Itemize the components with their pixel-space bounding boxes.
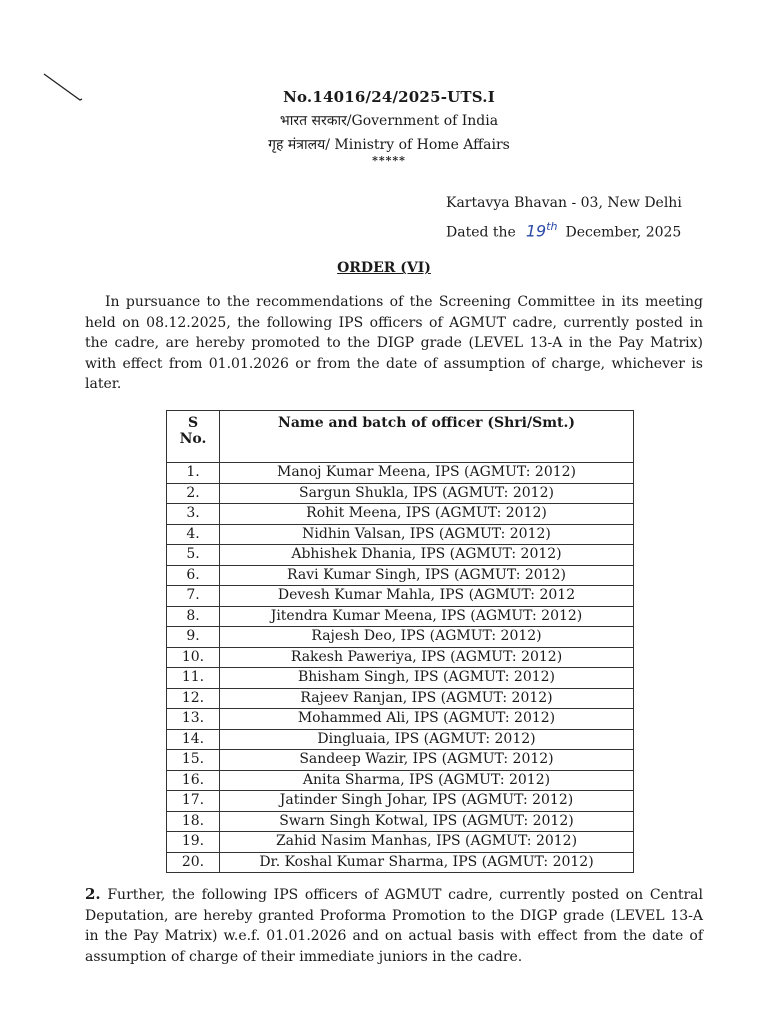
row-sno: 20. [167,852,220,873]
row-sno: 11. [167,668,220,689]
paragraph-two-text: Further, the following IPS officers of AGMUT cadre, currently posted on Central Deputation, are hereby granted Proforma Promotion to the DIGP grade (LEVEL 13-A in the Pay Matrix) w.e.f. 01.01.2026 and on actual basis with effect from the date of assumption of charge of their immediate juniors in the cadre. [85,887,703,965]
order-title: ORDER (VI) [337,260,431,276]
row-sno: 4. [167,524,220,545]
table-row [167,852,634,873]
row-officer-name: Jitendra Kumar Meena, IPS (AGMUT: 2012) [220,606,634,627]
row-sno: 7. [167,586,220,607]
table-row [167,504,634,525]
table-row [167,627,634,648]
header-sno: S No. [167,411,220,463]
row-officer-name: Bhisham Singh, IPS (AGMUT: 2012) [220,668,634,689]
table-row [167,770,634,791]
handwritten-day: 19th [525,220,558,241]
separator-stars: ***** [372,154,406,167]
government-line: भारत सरकार/Government of India [279,113,499,129]
document-header [0,88,768,167]
table-header-row [167,411,634,463]
table-row [167,668,634,689]
table-row [167,709,634,730]
table-body [167,463,634,873]
row-sno: 8. [167,606,220,627]
row-officer-name: Swarn Singh Kotwal, IPS (AGMUT: 2012) [220,811,634,832]
table-row [167,586,634,607]
row-officer-name: Jatinder Singh Johar, IPS (AGMUT: 2012) [220,791,634,812]
row-officer-name: Anita Sharma, IPS (AGMUT: 2012) [220,770,634,791]
office-location: Kartavya Bhavan - 03, New Delhi [446,195,682,211]
table-row [167,565,634,586]
row-sno: 2. [167,483,220,504]
row-officer-name: Dingluaia, IPS (AGMUT: 2012) [220,729,634,750]
paragraph-two-number: 2. [85,885,101,903]
row-officer-name: Sandeep Wazir, IPS (AGMUT: 2012) [220,750,634,771]
row-officer-name: Rakesh Paweriya, IPS (AGMUT: 2012) [220,647,634,668]
row-sno: 3. [167,504,220,525]
table-row [167,832,634,853]
row-officer-name: Zahid Nasim Manhas, IPS (AGMUT: 2012) [220,832,634,853]
table-row [167,688,634,709]
row-sno: 12. [167,688,220,709]
table-row [167,647,634,668]
row-officer-name: Mohammed Ali, IPS (AGMUT: 2012) [220,709,634,730]
row-sno: 13. [167,709,220,730]
dated-prefix: Dated the [446,224,516,241]
table-row [167,791,634,812]
table-row [167,463,634,484]
month-year: December, 2025 [565,224,682,241]
row-officer-name: Nidhin Valsan, IPS (AGMUT: 2012) [220,524,634,545]
officers-table [166,410,634,873]
row-sno: 19. [167,832,220,853]
table-row [167,811,634,832]
row-sno: 16. [167,770,220,791]
reference-number: No.14016/24/2025-UTS.I [283,88,495,106]
header-name: Name and batch of officer (Shri/Smt.) [220,411,634,463]
row-officer-name: Ravi Kumar Singh, IPS (AGMUT: 2012) [220,565,634,586]
row-officer-name: Rajeev Ranjan, IPS (AGMUT: 2012) [220,688,634,709]
row-officer-name: Manoj Kumar Meena, IPS (AGMUT: 2012) [220,463,634,484]
row-sno: 6. [167,565,220,586]
row-sno: 18. [167,811,220,832]
row-officer-name: Rohit Meena, IPS (AGMUT: 2012) [220,504,634,525]
table-row [167,545,634,566]
row-officer-name: Dr. Koshal Kumar Sharma, IPS (AGMUT: 2012) [220,852,634,873]
paragraph-one: In pursuance to the recommendations of the Screening Committee in its meeting held on 08.12.2025, the following IPS officers of AGMUT cadre, currently posted in the cadre, are hereby promoted to the DIGP grade (LEVEL 13-A in the Pay Matrix) with effect from 01.01.2026 or from the date of assumption of charge, whichever is later. [85,294,703,392]
table-row [167,729,634,750]
table-row [167,524,634,545]
row-officer-name: Sargun Shukla, IPS (AGMUT: 2012) [220,483,634,504]
row-sno: 1. [167,463,220,484]
row-sno: 9. [167,627,220,648]
table-row [167,483,634,504]
place-date-block [446,192,682,244]
row-sno: 17. [167,791,220,812]
table-row [167,606,634,627]
row-officer-name: Abhishek Dhania, IPS (AGMUT: 2012) [220,545,634,566]
row-sno: 10. [167,647,220,668]
row-sno: 5. [167,545,220,566]
row-sno: 15. [167,750,220,771]
row-sno: 14. [167,729,220,750]
table-row [167,750,634,771]
paragraph-two [85,884,703,967]
ministry-line: गृह मंत्रालय/ Ministry of Home Affairs [268,137,510,153]
date-line [446,215,682,244]
row-officer-name: Rajesh Deo, IPS (AGMUT: 2012) [220,627,634,648]
row-officer-name: Devesh Kumar Mahla, IPS (AGMUT: 2012 [220,586,634,607]
